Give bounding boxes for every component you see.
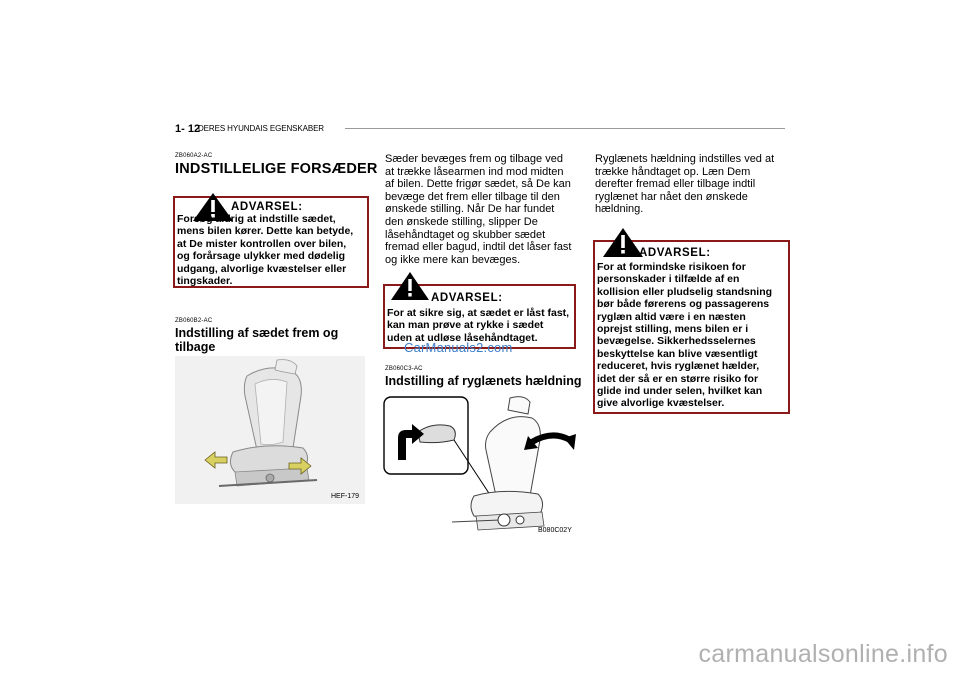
warning-text-2: For at sikre sig, at sædet er låst fast, kan man prøve at rykke i sædet uden at udløse låsehåndtaget. bbox=[387, 307, 570, 344]
seat-slide-illustration bbox=[175, 356, 365, 504]
warning-box-1 bbox=[173, 196, 369, 288]
section-code-3: ZB060C3-AC bbox=[385, 366, 423, 372]
section-heading-3: Indstilling af ryglænets hældning bbox=[385, 374, 582, 388]
section-heading-1: INDSTILLELIGE FORSÆDER bbox=[175, 161, 378, 177]
section-title: DERES HYUNDAIS EGENSKABER bbox=[198, 124, 324, 133]
watermark-carmanuals2: CarManuals2.com bbox=[404, 340, 513, 355]
section-heading-2: Indstilling af sædet frem og tilbage bbox=[175, 326, 339, 354]
warning-triangle-icon bbox=[391, 272, 429, 305]
figure-seat-slide bbox=[175, 356, 365, 504]
warning-title-3: ADVARSEL: bbox=[639, 247, 711, 259]
header-rule bbox=[345, 128, 785, 129]
section-code-1: ZB060A2-AC bbox=[175, 153, 213, 159]
warning-title-2: ADVARSEL: bbox=[431, 292, 503, 304]
seat-slide-paragraph: Sæder bevæges frem og tilbage ved at trække låsearmen ind mod midten af bilen. Dette frigør sædet, så De kan bevæge det frem eller tilbage til den ønskede stilling. Når De har fundet den ønskede stilling, slipper De låsehåndtaget og skubber sædet fremad eller bagud, indtil det låser fast og ikke mere kan bevæges. bbox=[385, 153, 572, 266]
warning-box-3 bbox=[593, 240, 790, 414]
section-code-2: ZB060B2-AC bbox=[175, 318, 213, 324]
figure-seat-recline bbox=[382, 392, 578, 542]
warning-triangle-icon bbox=[603, 228, 643, 262]
footer-watermark: carmanualsonline.info bbox=[698, 640, 948, 668]
warning-text-1: Forsøg aldrig at indstille sædet, mens bilen kører. Dette kan betyde, at De mister kontrollen over bilen, og forårsage ulykker med dødelig udgang, alvorlige kvæstelser eller tingskader. bbox=[177, 213, 354, 288]
seat-recline-illustration bbox=[382, 392, 578, 542]
page-number: 1- 12 bbox=[175, 123, 201, 135]
recline-paragraph: Ryglænets hældning indstilles ved at trække håndtaget op. Læn Dem derefter fremad eller tilbage indtil ryglænet har nået den ønskede hældning. bbox=[595, 153, 775, 216]
figure-code-1: HEF-179 bbox=[331, 493, 360, 500]
figure-code-2: B080C02Y bbox=[538, 527, 572, 534]
warning-text-3: For at formindske risikoen for personskader i tilfælde af en kollision eller pludselig standsning bør både førerens og passagerens ryglæn altid være i en næsten oprejst stilling, mens bilen er i bevægelse. Sikkerhedsselernes beskyttelse kan blive væsentligt reduceret, hvis ryglænet hælder, idet der så er en større risiko for glide ind under selen, hvilket kan give alvorlige kvæstelser. bbox=[597, 261, 773, 410]
warning-title-1: ADVARSEL: bbox=[231, 201, 303, 213]
